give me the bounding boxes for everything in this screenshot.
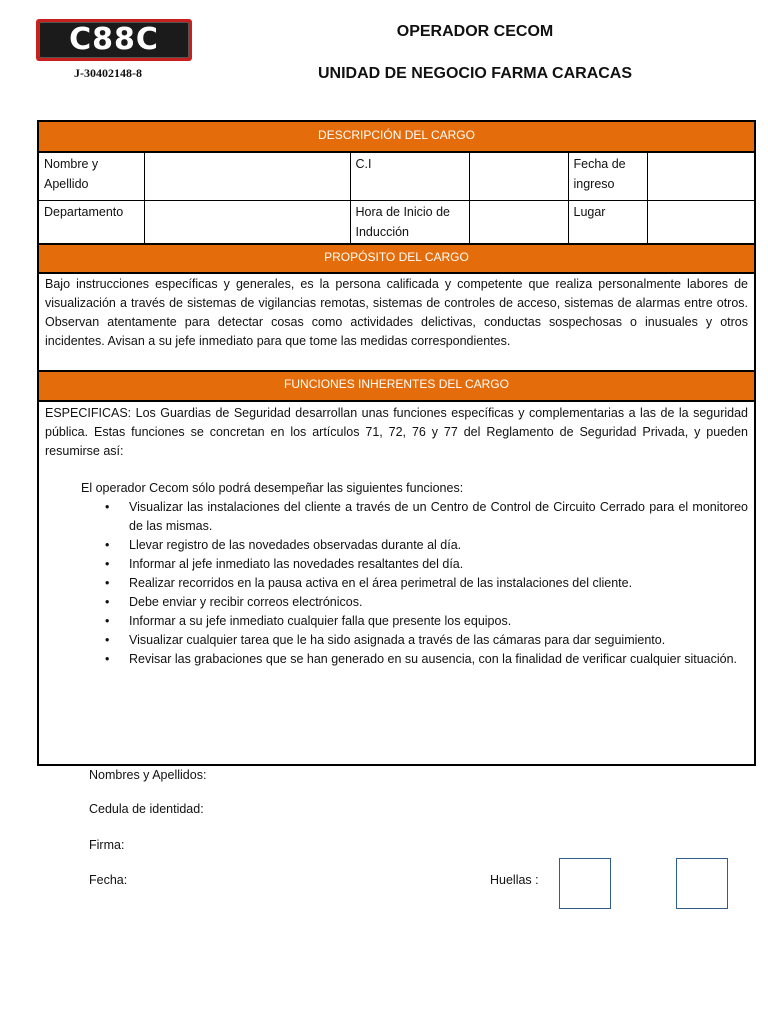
company-logo [36, 19, 192, 61]
employee-info-table [39, 153, 754, 245]
name-label: Nombre y Apellido [39, 153, 144, 200]
department-label: Departamento [39, 200, 144, 244]
job-description-form [37, 120, 756, 766]
document-title: OPERADOR CECOM [396, 23, 554, 40]
fingerprint-box-right[interactable] [676, 858, 728, 909]
functions-list [45, 498, 748, 669]
bullet-icon: • [105, 499, 110, 514]
functions-section [39, 402, 754, 669]
bullet-icon: • [105, 537, 110, 552]
id-label: Cedula de identidad: [89, 802, 204, 816]
logo-plate [39, 22, 189, 58]
induction-start-label: Hora de Inicio de Inducción [350, 200, 469, 244]
signature-label: Firma: [89, 838, 125, 852]
list-item: • Visualizar las instalaciones del cliente a través de un Centro de Control de Circuito Cerrado para el monitoreo de las mismas. [105, 499, 748, 533]
ci-field[interactable] [469, 153, 568, 200]
purpose-header: PROPÓSITO DEL CARGO [39, 245, 754, 274]
list-item: • Realizar recorridos en la pausa activa en el área perimetral de las instalaciones del cliente. [129, 574, 748, 593]
place-field[interactable] [647, 200, 754, 244]
fingerprint-box-left[interactable] [559, 858, 611, 909]
list-item: • Revisar las grabaciones que se han generado en su ausencia, con la finalidad de verificar cualquier situación. [129, 650, 748, 669]
bullet-icon: • [105, 613, 110, 628]
functions-intro: El operador Cecom sólo podrá desempeñar las siguientes funciones: [81, 480, 464, 495]
table-row [39, 153, 754, 200]
bullet-icon: • [105, 556, 110, 571]
logo-text: C88C [69, 22, 159, 57]
induction-start-field[interactable] [469, 200, 568, 244]
purpose-text: Bajo instrucciones específicas y generales, es la persona calificada y competente que realiza personalmente labores de visualización a través de sistemas de vigilancias remotas, sistemas de controles de acceso, sistemas de alarmas entre otros. Observan atentamente para detectar cosas como actividades delictivas, conductas sospechosas o inusuales y otros incidentes. Avisan a su jefe inmediato para que tome las medidas correspondientes. [39, 274, 754, 372]
entry-date-label: Fecha de ingreso [568, 153, 647, 200]
bullet-icon: • [105, 594, 110, 609]
functions-header: FUNCIONES INHERENTES DEL CARGO [39, 372, 754, 402]
list-item: • Visualizar cualquier tarea que le ha sido asignada a través de las cámaras para dar seguimiento. [129, 631, 748, 650]
names-label: Nombres y Apellidos: [89, 768, 207, 782]
document-subtitle: UNIDAD DE NEGOCIO FARMA CARACAS [317, 65, 633, 82]
table-row [39, 200, 754, 244]
list-item: • Informar a su jefe inmediato cualquier falla que presente los equipos. [129, 612, 748, 631]
department-field[interactable] [144, 200, 350, 244]
list-item: • Debe enviar y recibir correos electrónicos. [129, 593, 748, 612]
list-item: • Llevar registro de las novedades observadas durante al día. [129, 536, 748, 555]
bullet-icon: • [105, 575, 110, 590]
bullet-icon: • [105, 651, 110, 666]
place-label: Lugar [568, 200, 647, 244]
name-field[interactable] [144, 153, 350, 200]
entry-date-field[interactable] [647, 153, 754, 200]
fingerprints-label: Huellas : [490, 873, 539, 887]
list-item: • Informar al jefe inmediato las novedades resaltantes del día. [129, 555, 748, 574]
date-label: Fecha: [89, 873, 128, 887]
specific-functions-text: ESPECIFICAS: Los Guardias de Seguridad desarrollan unas funciones específicas y complementarias a las de la seguridad pública. Estas funciones se concretan en los artículos 71, 72, 76 y 77 del Reglamento de Seguridad Privada, y pueden resumirse así: [45, 405, 748, 458]
bullet-icon: • [105, 632, 110, 647]
company-rif: J-30402148-8 [74, 66, 142, 80]
description-header: DESCRIPCIÓN DEL CARGO [39, 122, 754, 153]
ci-label: C.I [350, 153, 469, 200]
